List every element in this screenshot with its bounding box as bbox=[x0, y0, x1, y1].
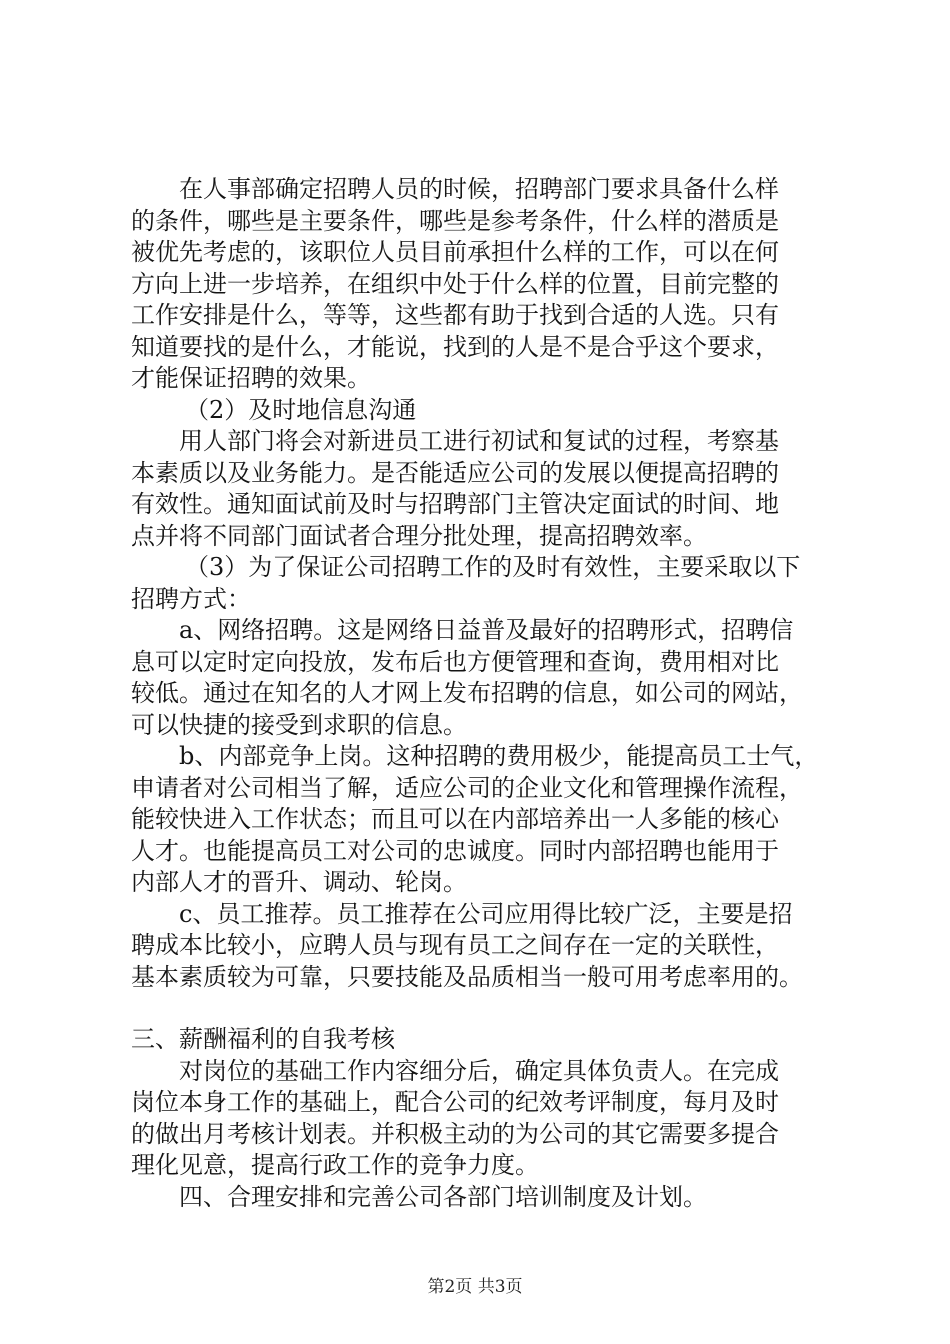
text-line: 基本素质较为可靠，只要技能及品质相当一般可用考虑率用的。 bbox=[131, 962, 803, 991]
text-line: 方向上进一步培养，在组织中处于什么样的位置，目前完整的 bbox=[131, 269, 779, 298]
text-line: 能较快进入工作状态；而且可以在内部培养出一人多能的核心 bbox=[131, 805, 779, 833]
paragraph-gap bbox=[131, 993, 831, 1024]
text-line: （3）为了保证公司招聘工作的及时有效性，主要采取以下 bbox=[185, 553, 801, 581]
text-line: 聘成本比较小，应聘人员与现有员工之间存在一定的关联性， bbox=[131, 931, 779, 959]
text-line: 才能保证招聘的效果。 bbox=[131, 364, 371, 392]
text-line: 内部人才的晋升、调动、轮岗。 bbox=[131, 868, 467, 896]
text-line: 的做出月考核计划表。并积极主动的为公司的其它需要多提合 bbox=[131, 1119, 779, 1148]
document-body bbox=[131, 174, 831, 1213]
text-line: 人才。也能提高员工对公司的忠诚度。同时内部招聘也能用于 bbox=[131, 836, 779, 865]
text-line: 岗位本身工作的基础上，配合公司的纪效考评制度，每月及时 bbox=[131, 1088, 779, 1116]
text-line: c、员工推荐。员工推荐在公司应用得比较广泛，主要是招 bbox=[179, 899, 793, 928]
text-line: b、内部竞争上岗。这种招聘的费用极少，能提高员工士气， bbox=[179, 742, 819, 770]
text-line: 对岗位的基础工作内容细分后，确定具体负责人。在完成 bbox=[179, 1056, 779, 1085]
text-line: 点并将不同部门面试者合理分批处理，提高招聘效率。 bbox=[131, 521, 707, 550]
text-line: 的条件，哪些是主要条件，哪些是参考条件，什么样的潜质是 bbox=[131, 206, 779, 235]
text-line: 在人事部确定招聘人员的时候，招聘部门要求具备什么样 bbox=[179, 175, 779, 203]
text-line: 可以快捷的接受到求职的信息。 bbox=[131, 710, 467, 739]
text-line: 招聘方式： bbox=[131, 584, 251, 613]
text-line: 用人部门将会对新进员工进行初试和复试的过程，考察基 bbox=[179, 427, 779, 455]
page-footer: 第2页 共3页 bbox=[427, 1277, 523, 1297]
text-line: a、网络招聘。这是网络日益普及最好的招聘形式，招聘信 bbox=[179, 616, 794, 644]
text-line: 四、合理安排和完善公司各部门培训制度及计划。 bbox=[179, 1182, 707, 1211]
text-line: 息可以定时定向投放，发布后也方便管理和查询，费用相对比 bbox=[131, 647, 779, 676]
text-line: 有效性。通知面试前及时与招聘部门主管决定面试的时间、地 bbox=[131, 490, 779, 518]
text-line: （2）及时地信息沟通 bbox=[185, 395, 417, 424]
text-line: 理化见意，提高行政工作的竞争力度。 bbox=[131, 1151, 539, 1179]
text-line: 被优先考虑的，该职位人员目前承担什么样的工作，可以在何 bbox=[131, 238, 779, 266]
text-line: 较低。通过在知名的人才网上发布招聘的信息，如公司的网站， bbox=[131, 679, 803, 707]
text-line: 工作安排是什么，等等，这些都有助于找到合适的人选。只有 bbox=[131, 301, 779, 329]
text-line: 知道要找的是什么，才能说，找到的人是不是合乎这个要求， bbox=[131, 332, 779, 361]
text-line: 三、薪酬福利的自我考核 bbox=[131, 1025, 395, 1053]
text-line: 申请者对公司相当了解，适应公司的企业文化和管理操作流程， bbox=[131, 773, 803, 802]
text-line: 本素质以及业务能力。是否能适应公司的发展以便提高招聘的 bbox=[131, 458, 779, 487]
